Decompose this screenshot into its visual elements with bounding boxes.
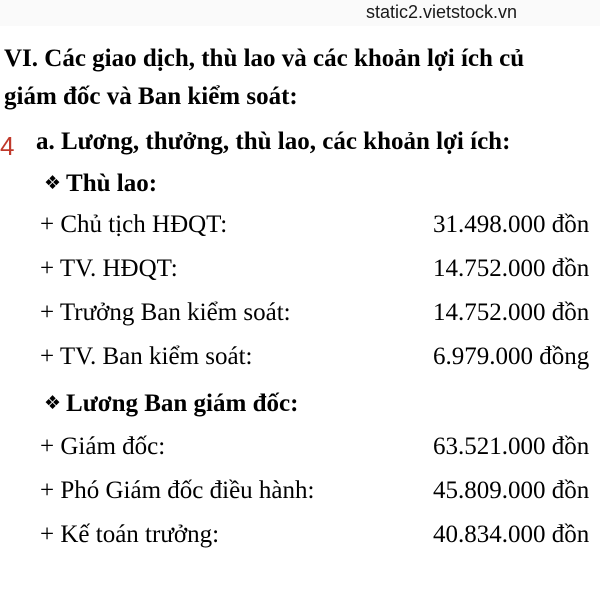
group-heading-director-salary bbox=[44, 390, 298, 418]
group-title: Thù lao: bbox=[66, 170, 158, 197]
page-number: 4 bbox=[0, 131, 15, 161]
row-label: + Phó Giám đốc điều hành: bbox=[40, 477, 315, 504]
subsection-heading: a. Lương, thưởng, thù lao, các khoản lợi ích: bbox=[36, 128, 511, 155]
row-amount: 40.834.000 đồn bbox=[433, 521, 590, 548]
row-label: + Chủ tịch HĐQT: bbox=[40, 211, 228, 238]
row-amount: 31.498.000 đồn bbox=[433, 211, 590, 238]
browser-address-bar[interactable] bbox=[0, 0, 600, 26]
row-amount: 63.521.000 đồn bbox=[433, 433, 590, 460]
row-label: + TV. Ban kiểm soát: bbox=[40, 343, 253, 370]
diamond-bullet-icon: ❖ bbox=[44, 172, 62, 194]
group-title: Lương Ban giám đốc: bbox=[66, 390, 299, 417]
section-heading-line-2: giám đốc và Ban kiểm soát: bbox=[4, 83, 298, 110]
section-heading-line-1: VI. Các giao dịch, thù lao và các khoản lợi ích củ bbox=[4, 45, 525, 72]
row-label: + Trưởng Ban kiểm soát: bbox=[40, 299, 291, 326]
group-heading-remuneration bbox=[44, 170, 157, 198]
row-label: + TV. HĐQT: bbox=[40, 255, 178, 282]
row-amount: 45.809.000 đồn bbox=[433, 477, 590, 504]
row-amount: 6.979.000 đồng bbox=[433, 343, 590, 370]
row-amount: 14.752.000 đồn bbox=[433, 299, 590, 326]
url-text: static2.vietstock.vn bbox=[366, 2, 518, 22]
row-label: + Giám đốc: bbox=[40, 433, 166, 460]
row-label: + Kế toán trưởng: bbox=[40, 521, 220, 548]
diamond-bullet-icon: ❖ bbox=[44, 392, 62, 414]
row-amount: 14.752.000 đồn bbox=[433, 255, 590, 282]
